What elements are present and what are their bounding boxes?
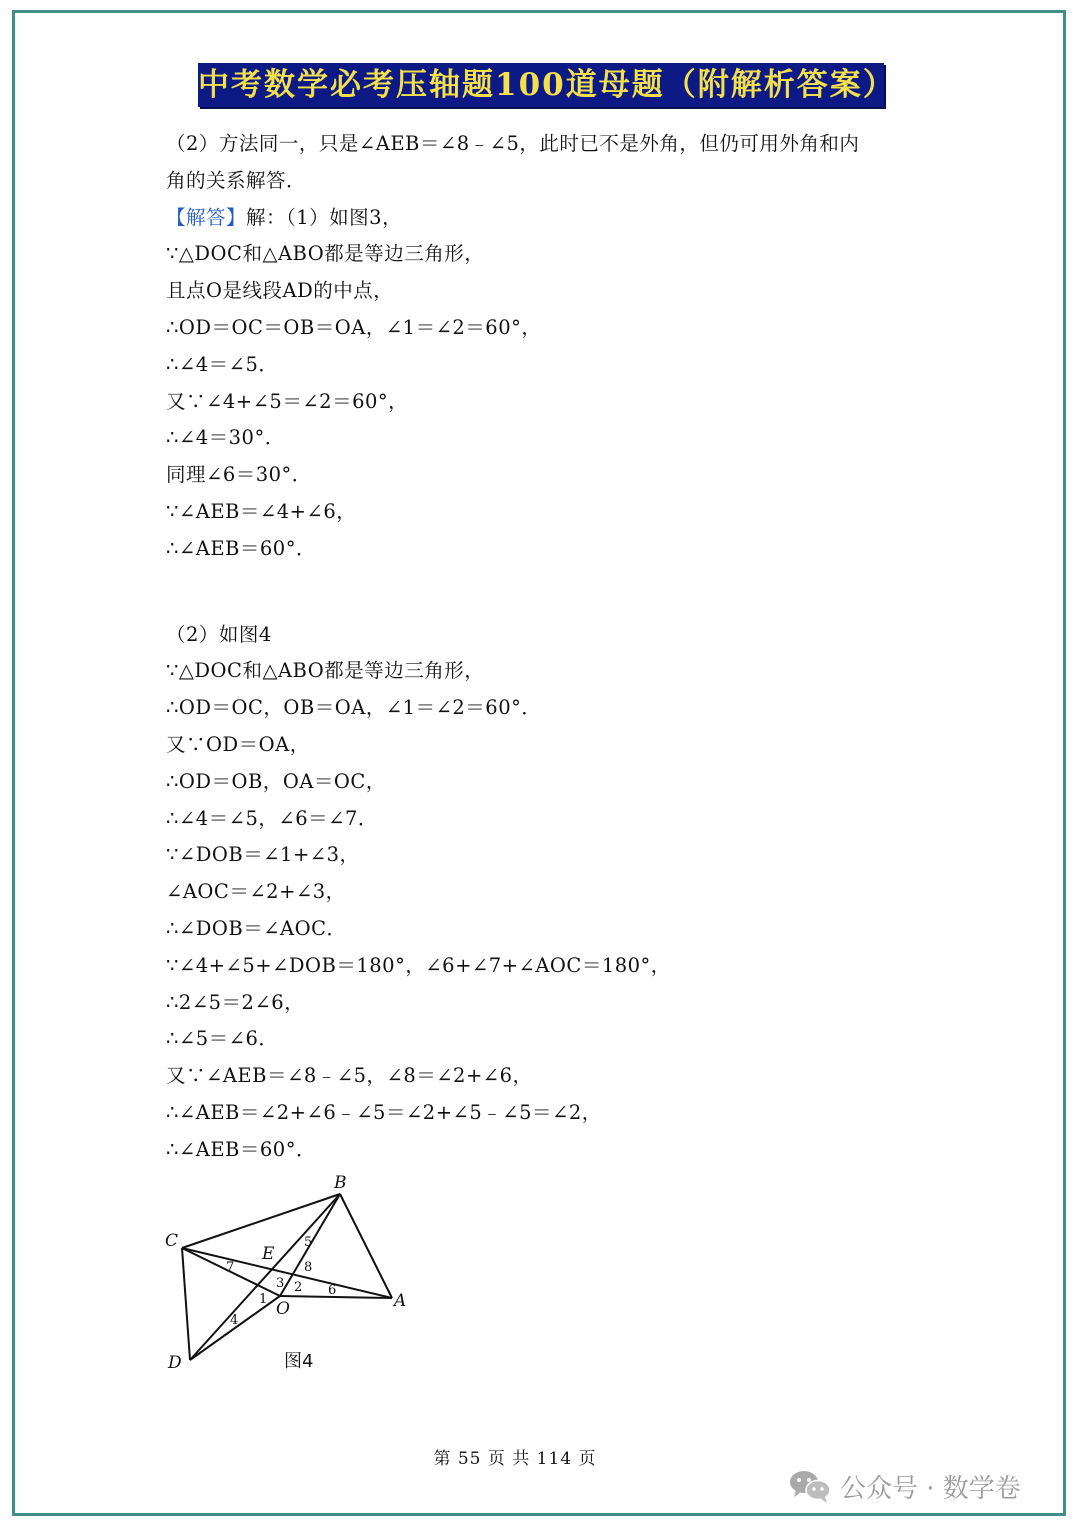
- label-angle-8: 8: [304, 1260, 313, 1275]
- part2-line: ∴∠DOB＝∠AOC．: [166, 916, 347, 940]
- watermark-text: 公众号 · 数学卷: [840, 1473, 1021, 1504]
- part1-line: ∴OD＝OC＝OB＝OA，∠1＝∠2＝60°，: [166, 315, 542, 339]
- part2-line: ∴OD＝OB，OA＝OC，: [166, 769, 386, 793]
- figure-caption: 图4: [284, 1351, 314, 1372]
- label-point-b: B: [334, 1173, 347, 1193]
- label-angle-5: 5: [304, 1235, 313, 1250]
- segment-dc: [182, 1248, 190, 1360]
- part2-line: ∴2∠5＝2∠6，: [166, 990, 305, 1014]
- label-angle-7: 7: [226, 1260, 235, 1275]
- label-point-d: D: [168, 1353, 182, 1373]
- part1-line: 同理∠6＝30°．: [166, 463, 312, 487]
- watermark: [788, 1466, 1021, 1506]
- label-angle-6: 6: [328, 1283, 337, 1298]
- part2-header: （2）如图4: [166, 622, 272, 646]
- label-point-o: O: [276, 1299, 290, 1319]
- label-angle-1: 1: [259, 1292, 268, 1307]
- part1-line: ∵△DOC和△ABO都是等边三角形，: [166, 242, 485, 266]
- part1-line: ∴∠AEB＝60°．: [166, 536, 316, 560]
- label-point-a: A: [394, 1291, 407, 1311]
- page-title: 中考数学必考压轴题100道母题（附解析答案）: [198, 63, 884, 107]
- label-point-c: C: [165, 1231, 179, 1251]
- part2-line: ∵∠4+∠5+∠DOB＝180°，∠6+∠7+∠AOC＝180°，: [166, 953, 671, 977]
- part2-line: ∴∠AEB＝∠2+∠6﹣∠5＝∠2+∠5﹣∠5＝∠2，: [166, 1100, 602, 1124]
- label-angle-3: 3: [276, 1276, 285, 1291]
- label-angle-4: 4: [230, 1313, 239, 1328]
- part2-line: 又∵∠AEB＝∠8﹣∠5，∠8＝∠2+∠6，: [166, 1064, 533, 1088]
- part2-line: ∴OD＝OC，OB＝OA，∠1＝∠2＝60°．: [166, 696, 542, 720]
- part1-line: 且点O是线段AD的中点，: [166, 279, 394, 303]
- part2-line: ∵△DOC和△ABO都是等边三角形，: [166, 659, 485, 683]
- part2-line: ∴∠AEB＝60°．: [166, 1137, 316, 1161]
- label-angle-2: 2: [294, 1280, 303, 1295]
- wechat-icon: [788, 1468, 832, 1504]
- section-gap: [166, 568, 926, 617]
- part1-line: ∵∠AEB＝∠4+∠6，: [166, 499, 357, 523]
- part1-line: ∴∠4＝30°．: [166, 426, 285, 450]
- segment-ca: [182, 1248, 392, 1298]
- part1-line: ∴∠4＝∠5．: [166, 352, 279, 376]
- intro-line-2: 角的关系解答．: [166, 168, 307, 192]
- part2-line: 又∵OD＝OA，: [166, 732, 310, 756]
- part1-header-text: 解：（1）如图3，: [246, 205, 403, 229]
- part2-line: ∴∠5＝∠6．: [166, 1027, 279, 1051]
- page-number: 第 55 页 共 114 页: [433, 1449, 597, 1469]
- part1-line: 又∵∠4+∠5＝∠2＝60°，: [166, 389, 409, 413]
- part2-line: ∠AOC＝∠2+∠3，: [166, 880, 346, 904]
- part1-header: [166, 200, 926, 237]
- part2-line: ∴∠4＝∠5，∠6＝∠7．: [166, 806, 378, 830]
- intro-line-1: （2）方法同一，只是∠AEB＝∠8﹣∠5，此时已不是外角，但仍可用外角和内: [166, 132, 860, 155]
- label-point-e: E: [262, 1244, 275, 1264]
- part2-line: ∵∠DOB＝∠1+∠3，: [166, 843, 360, 867]
- answer-tag: 【解答】: [166, 205, 247, 229]
- segment-ba: [340, 1194, 392, 1298]
- solution-content: [166, 126, 926, 1169]
